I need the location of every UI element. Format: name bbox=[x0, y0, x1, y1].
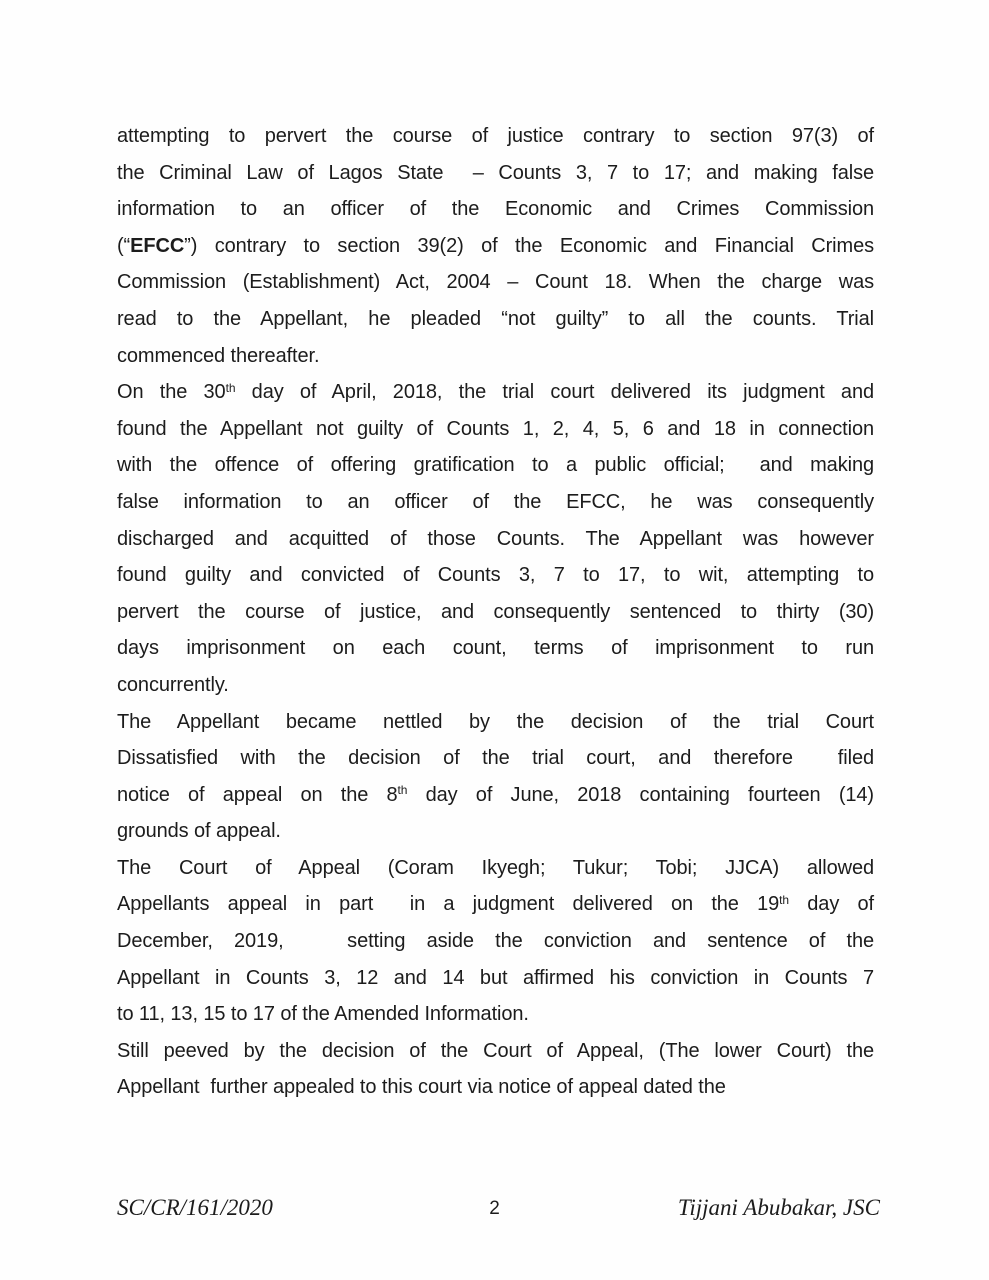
paragraph bbox=[117, 850, 874, 1033]
text-line: grounds of appeal. bbox=[117, 820, 281, 843]
text-line: Commission (Establishment) Act, 2004 – Count 18. When the charge was bbox=[117, 271, 874, 294]
page-number: 2 bbox=[489, 1198, 500, 1219]
text-line: concurrently. bbox=[117, 673, 229, 696]
paragraph bbox=[117, 118, 874, 374]
paragraph bbox=[117, 704, 874, 850]
text-line: found the Appellant not guilty of Counts 1, 2, 4, 5, 6 and 18 in connection bbox=[117, 417, 874, 440]
body-text bbox=[117, 118, 874, 1106]
text-line: attempting to pervert the course of justice contrary to section 97(3) of bbox=[117, 125, 874, 147]
text-line: with the offence of offering gratification to a public official; and making bbox=[117, 454, 874, 477]
text-line: notice of appeal on the 8th day of June, 2018 containing fourteen (14) bbox=[117, 783, 874, 806]
page-footer bbox=[0, 1193, 989, 1233]
text-line: false information to an officer of the EFCC, he was consequently bbox=[117, 490, 874, 513]
text-line: The Court of Appeal (Coram Ikyegh; Tukur; Tobi; JJCA) allowed bbox=[117, 856, 874, 879]
text-line: to 11, 13, 15 to 17 of the Amended Information. bbox=[117, 1003, 529, 1026]
text-line: Dissatisfied with the decision of the trial court, and therefore filed bbox=[117, 747, 874, 770]
text-line: The Appellant became nettled by the decision of the trial Court bbox=[117, 710, 874, 733]
text-line: On the 30th day of April, 2018, the trial court delivered its judgment and bbox=[117, 380, 874, 404]
text-line: Still peeved by the decision of the Court of Appeal, (The lower Court) the bbox=[117, 1039, 874, 1062]
text-line: discharged and acquitted of those Counts. The Appellant was however bbox=[117, 527, 874, 550]
paragraph bbox=[117, 1033, 874, 1106]
text-line: Appellant in Counts 3, 12 and 14 but affirmed his conviction in Counts 7 bbox=[117, 966, 874, 989]
text-line: (“EFCC”) contrary to section 39(2) of the Economic and Financial Crimes bbox=[117, 234, 874, 257]
text-line: December, 2019, setting aside the conviction and sentence of the bbox=[117, 930, 874, 953]
case-number: SC/CR/161/2020 bbox=[117, 1195, 273, 1220]
text-line: information to an officer of the Economic and Crimes Commission bbox=[117, 198, 874, 221]
text-line: commenced thereafter. bbox=[117, 344, 320, 367]
text-line: the Criminal Law of Lagos State – Counts 3, 7 to 17; and making false bbox=[117, 161, 874, 184]
text-line: Appellants appeal in part in a judgment delivered on the 19th day of bbox=[117, 892, 874, 916]
text-line: days imprisonment on each count, terms of imprisonment to run bbox=[117, 637, 874, 660]
judge-name: Tijjani Abubakar, JSC bbox=[677, 1195, 880, 1220]
text-line: pervert the course of justice, and consequently sentenced to thirty (30) bbox=[117, 600, 874, 623]
text-line: read to the Appellant, he pleaded “not guilty” to all the counts. Trial bbox=[117, 307, 874, 330]
text-line: found guilty and convicted of Counts 3, 7 to 17, to wit, attempting to bbox=[117, 564, 874, 587]
text-line: Appellant further appealed to this court via notice of appeal dated the bbox=[117, 1076, 726, 1099]
paragraph bbox=[117, 374, 874, 703]
